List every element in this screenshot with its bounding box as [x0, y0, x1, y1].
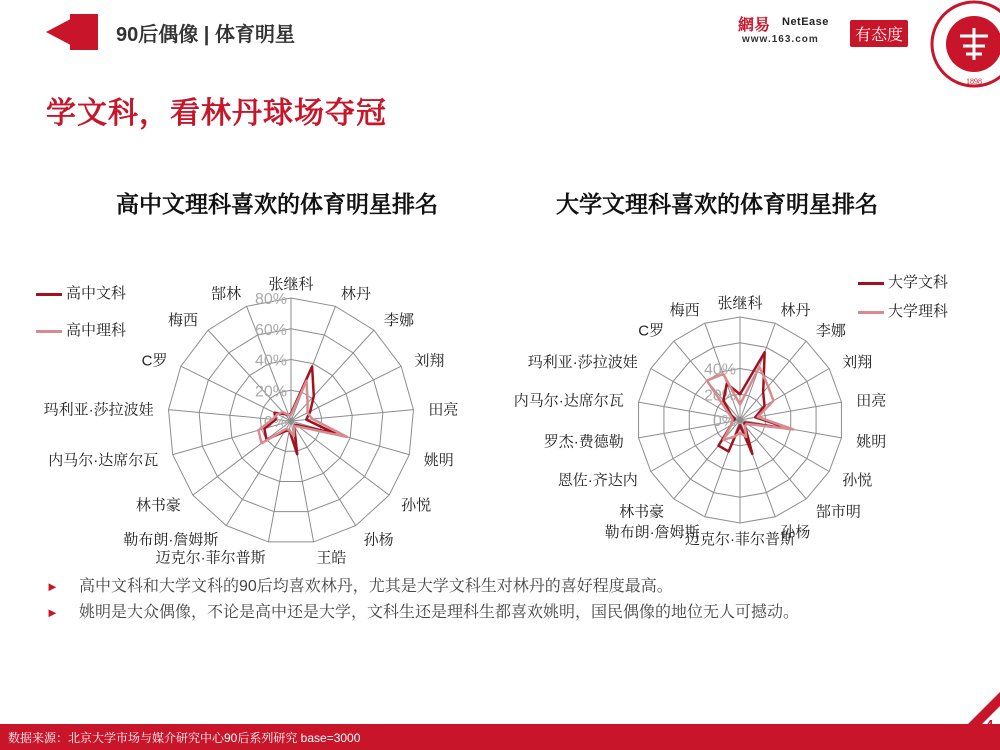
radar-spoke [740, 341, 806, 420]
radar-tick-label: 20% [254, 383, 287, 401]
radar-category-label: 林书豪 [619, 503, 665, 521]
bullet-list [46, 576, 936, 628]
chart-title-highschool: 高中文理科喜欢的体育明星排名 [116, 191, 438, 217]
radar-category-label: 内马尔·达席尔瓦 [48, 451, 159, 469]
radar-category-label: 迈克尔·菲尔普斯 [155, 549, 266, 567]
bullet-item [46, 602, 936, 624]
radar-category-label: 林丹 [780, 302, 811, 320]
bullet-text: 高中文科和大学文科的90后均喜欢林丹，尤其是大学文科生对林丹的喜好程度最高。 [79, 578, 673, 595]
radar-spoke [193, 421, 291, 495]
radar-category-label: C罗 [638, 322, 665, 340]
brand-url: www.163.com [742, 34, 819, 45]
radar-tick-label: 80% [254, 291, 287, 308]
radar-category-label: 孙杨 [780, 523, 811, 541]
section-title: 90后偶像 | 体育明星 [116, 24, 295, 46]
bullet-text: 姚明是大众偶像，不论是高中还是大学，文科生还是理科生都喜欢姚明，国民偶像的地位无人可撼动。 [79, 604, 800, 621]
bullet-arrow-icon: ► [46, 579, 59, 594]
page-number: 4 [986, 717, 994, 732]
radar-category-label: 姚明 [423, 451, 454, 469]
radar-category-label: 王皓 [316, 549, 347, 567]
radar-category-label: 内马尔·达席尔瓦 [513, 392, 624, 410]
radar-category-label: 田亮 [856, 392, 887, 410]
radar-category-label: 勒布朗·詹姆斯 [604, 523, 700, 541]
radar-category-label: 迈克尔·菲尔普斯 [685, 531, 795, 548]
radar-category-label: 玛利亚·莎拉波娃 [527, 354, 638, 371]
radar-tick-label: 20% [703, 387, 736, 405]
radar-category-label: 刘翔 [842, 354, 873, 371]
radar-category-label: 玛利亚·莎拉波娃 [43, 401, 154, 419]
radar-category-label: 郜市明 [815, 503, 861, 521]
footer-bar [0, 724, 1000, 750]
radar-spoke [740, 420, 806, 499]
legend-label: 大学文科 [888, 274, 949, 291]
radar-category-label: 梅西 [669, 302, 700, 320]
radar-category-label: 林丹 [340, 285, 371, 303]
radar-category-label: 梅西 [168, 312, 199, 330]
radar-tick-label: 40% [703, 361, 736, 379]
radar-category-label: 罗杰·费德勒 [543, 433, 624, 451]
radar-category-label: 孙悦 [842, 472, 873, 489]
radar-spoke [208, 330, 291, 421]
radar-category-label: 孙悦 [401, 497, 432, 515]
brand-cn: 網易 [738, 17, 771, 34]
radar-tick-label: 0% [263, 414, 287, 431]
bullet-arrow-icon: ► [46, 605, 59, 620]
radar-category-label: C罗 [141, 352, 168, 370]
radar-category-label: 勒布朗·詹姆斯 [123, 531, 219, 549]
radar-spoke [674, 420, 740, 499]
legend-label: 高中理科 [66, 322, 127, 339]
legend-label: 高中文科 [66, 285, 127, 302]
radar-category-label: 张继科 [268, 276, 314, 293]
youtaidu-badge: 有态度 [850, 20, 908, 47]
radar-category-label: 林书豪 [135, 497, 181, 515]
svg-text:1898: 1898 [966, 77, 982, 86]
radar-spoke [291, 330, 374, 421]
radar-tick-label: 60% [254, 321, 287, 339]
radar-category-label: 郜林 [211, 285, 242, 303]
radar-category-label: 刘翔 [414, 352, 445, 370]
bullet-item [46, 576, 936, 598]
radar-category-label: 张继科 [717, 295, 763, 312]
radar-category-label: 田亮 [428, 401, 459, 419]
chart-title-university: 大学文理科喜欢的体育明星排名 [556, 191, 878, 217]
radar-category-label: 恩佐·齐达内 [557, 472, 638, 489]
data-source: 数据来源：北京大学市场与媒介研究中心90后系列研究 base=3000 [8, 731, 361, 745]
legend-label: 大学理科 [888, 303, 949, 320]
brand-en: NetEase [782, 16, 829, 28]
radar-category-label: 李娜 [815, 322, 846, 340]
radar-tick-label: 40% [254, 352, 287, 370]
radar-category-label: 孙杨 [363, 531, 394, 549]
main-title: 学文科，看林丹球场夺冠 [46, 97, 387, 130]
radar-category-label: 李娜 [383, 312, 414, 330]
radar-tick-label: 0% [712, 413, 736, 430]
radar-category-label: 姚明 [856, 433, 887, 451]
